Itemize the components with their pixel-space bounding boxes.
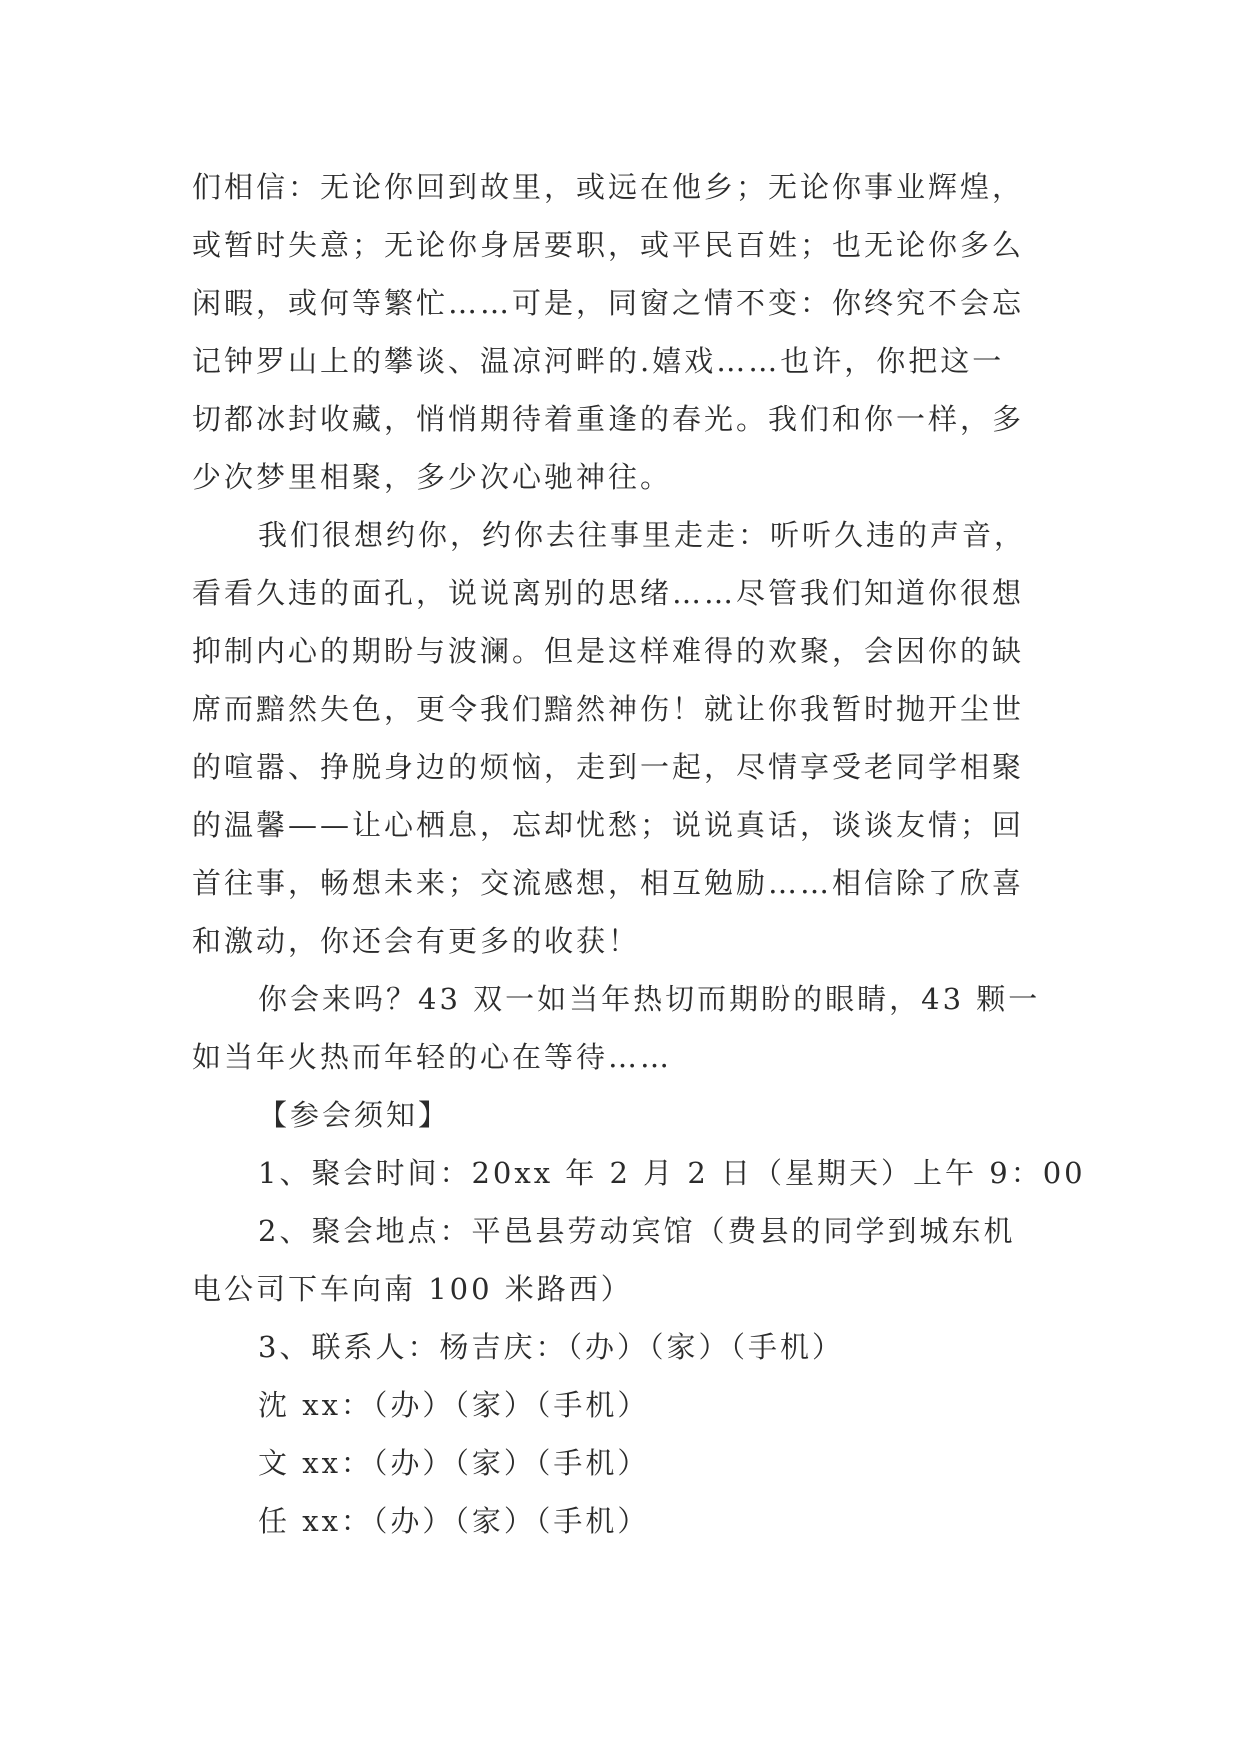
text-line: 们相信：无论你回到故里，或远在他乡；无论你事业辉煌，: [192, 170, 1025, 204]
text-line: 看看久违的面孔，说说离别的思绪……尽管我们知道你很想: [192, 576, 1025, 610]
contact-shen: 沈 xx：（办）（家）（手机）: [258, 1388, 650, 1422]
text-line: 2、聚会地点：平邑县劳动宾馆（费县的同学到城东机: [258, 1214, 1016, 1248]
text-line: 抑制内心的期盼与波澜。但是这样难得的欢聚，会因你的缺: [192, 634, 1025, 668]
notice-item-time: 1、聚会时间：20xx 年 2 月 2 日（星期天）上午 9：00: [258, 1156, 1086, 1190]
paragraph-question: [192, 970, 1062, 1086]
contact-ren: 任 xx：（办）（家）（手机）: [258, 1504, 650, 1538]
notice-heading: 【参会须知】: [258, 1098, 451, 1132]
text-line: 首往事，畅想未来；交流感想，相互勉励……相信除了欣喜: [192, 866, 1025, 900]
text-line: 少次梦里相聚，多少次心驰神往。: [192, 460, 673, 494]
notice-item-contact: 3、联系人：杨吉庆：（办）（家）（手机）: [258, 1330, 844, 1364]
text-line: 切都冰封收藏，悄悄期待着重逢的春光。我们和你一样，多: [192, 402, 1025, 436]
text-line: 记钟罗山上的攀谈、温凉河畔的.嬉戏……也许，你把这一: [192, 344, 1005, 378]
paragraph-memories: [192, 158, 1062, 506]
paragraph-invitation: [192, 506, 1062, 970]
text-line: 的喧嚣、挣脱身边的烦恼，走到一起，尽情享受老同学相聚: [192, 750, 1025, 784]
text-line: 你会来吗？43 双一如当年热切而期盼的眼睛，43 颗一: [258, 982, 1041, 1016]
document-body: [192, 158, 1086, 1550]
text-line: 或暂时失意；无论你身居要职，或平民百姓；也无论你多么: [192, 228, 1025, 262]
text-line: 的温馨——让心栖息，忘却忧愁；说说真话，谈谈友情；回: [192, 808, 1025, 842]
text-line: 如当年火热而年轻的心在等待……: [192, 1040, 673, 1074]
text-line: 我们很想约你，约你去往事里走走：听听久违的声音，: [258, 518, 1027, 552]
text-line: 和激动，你还会有更多的收获！: [192, 924, 641, 958]
notice-item-location: [192, 1202, 1062, 1318]
text-line: 电公司下车向南 100 米路西）: [192, 1272, 633, 1306]
text-line: 席而黯然失色，更令我们黯然神伤！就让你我暂时抛开尘世: [192, 692, 1025, 726]
text-line: 闲暇，或何等繁忙……可是，同窗之情不变：你终究不会忘: [192, 286, 1025, 320]
contact-wen: 文 xx：（办）（家）（手机）: [258, 1446, 650, 1480]
